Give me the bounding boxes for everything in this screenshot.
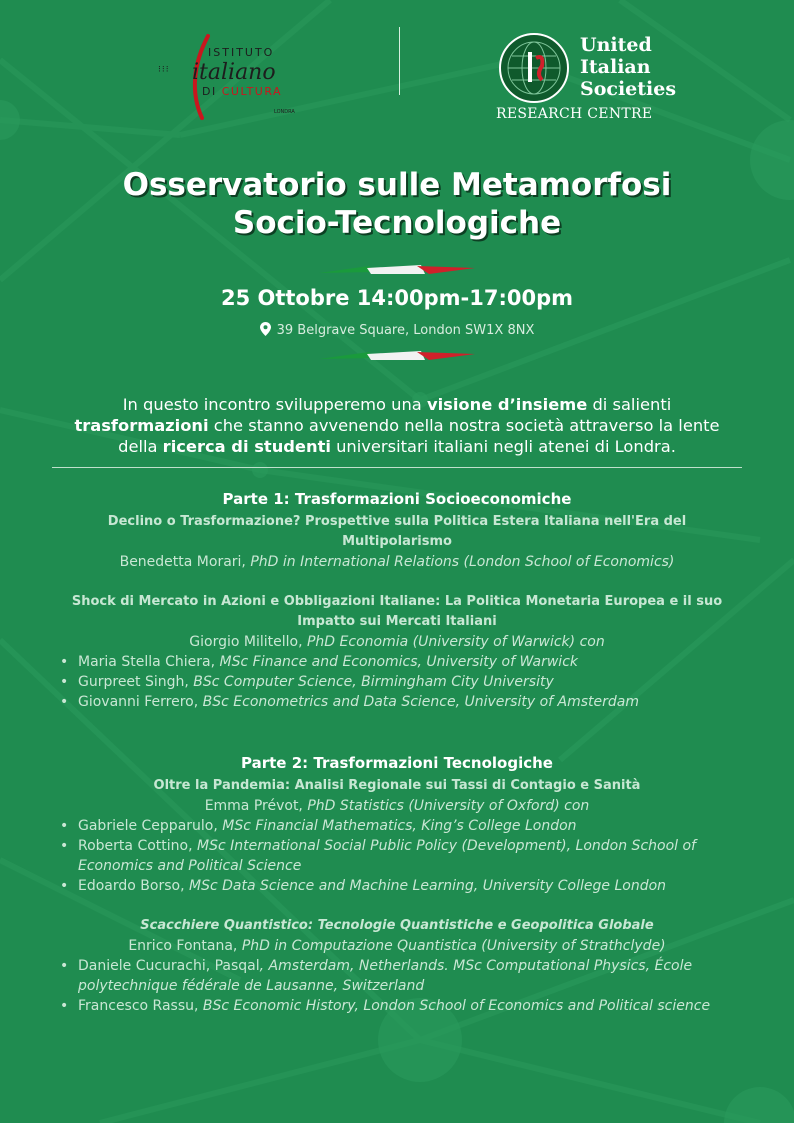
part2-talk1-title: Oltre la Pandemia: Analisi Regionale sui Tassi di Contagio e Sanità	[153, 778, 641, 793]
list-item: • Francesco Rassu, BSc Economic History, London School of Economics and Political science	[60, 996, 750, 1016]
uis-subtitle: RESEARCH CENTRE	[496, 106, 653, 122]
part2-heading: Parte 2: Trasformazioni Tecnologiche	[241, 754, 553, 772]
iic-text-line4: LONDRA	[274, 109, 295, 115]
part1-talk2-title: Shock di Mercato in Azioni e Obbligazioni Italiane: La Politica Monetaria Europea e il suo Impatto sui Mercati Italiani	[71, 594, 723, 629]
italian-flag-stroke-icon-2	[317, 348, 477, 364]
intro-paragraph: In questo incontro svilupperemo una visione d’insieme di salienti trasformazioni che stanno avvenendo nella nostra società attraverso la lente della ricerca di studenti universitari italiani negli atenei di Londra.	[74, 395, 720, 456]
uis-globe-icon	[498, 32, 570, 104]
part1-talk1-title: Declino o Trasformazione? Prospettive sulla Politica Estera Italiana nell'Era del Multipolarismo	[107, 514, 687, 549]
iic-dots-icon: ⁝⁝⁝	[158, 65, 170, 75]
list-item: • Gabriele Cepparulo, MSc Financial Mathematics, King’s College London	[60, 816, 750, 836]
part1-talk1-speaker: Benedetta Morari, PhD in International Relations (London School of Economics)	[119, 554, 675, 570]
list-item: • Giovanni Ferrero, BSc Econometrics and Data Science, University of Amsterdam	[60, 692, 750, 712]
list-item: • Daniele Cucurachi, Pasqal, Amsterdam, Netherlands. MSc Computational Physics, École polytechnique fédérale de Lausanne, Switzerland	[60, 956, 750, 996]
logo-divider	[399, 27, 400, 95]
uis-logo	[496, 30, 686, 130]
list-item: • Gurpreet Singh, BSc Computer Science, Birmingham City University	[60, 672, 750, 692]
page-title: Osservatorio sulle Metamorfosi Socio-Tecnologiche	[122, 167, 672, 241]
section-divider	[52, 467, 742, 468]
iic-text-line2: italiano	[192, 60, 276, 85]
iic-logo	[150, 30, 310, 120]
location-pin-icon	[260, 322, 271, 336]
part1-talk2-coauthors	[60, 652, 750, 712]
event-date: 25 Ottobre 14:00pm-17:00pm	[220, 286, 574, 310]
part2-talk1-speaker: Emma Prévot, PhD Statistics (University of Oxford) con	[204, 798, 590, 814]
part2-talk2-speaker: Enrico Fontana, PhD in Computazione Quantistica (University of Strathclyde)	[128, 938, 666, 954]
uis-name: United Italian Societies	[580, 34, 677, 100]
part1-heading: Parte 1: Trasformazioni Socioeconomiche	[222, 490, 572, 508]
part2-talk2-coauthors	[60, 956, 750, 1016]
list-item: • Roberta Cottino, MSc International Social Public Policy (Development), London School of Economics and Political Science	[60, 836, 750, 876]
part2-talk2-title: Scacchiere Quantistico: Tecnologie Quantistiche e Geopolitica Globale	[140, 918, 654, 933]
italian-flag-stroke-icon	[317, 262, 477, 278]
iic-text-line1: ISTITUTO	[208, 46, 275, 59]
list-item: • Maria Stella Chiera, MSc Finance and Economics, University of Warwick	[60, 652, 750, 672]
iic-text-line3: DI CULTURA	[202, 85, 283, 98]
list-item: • Edoardo Borso, MSc Data Science and Machine Learning, University College London	[60, 876, 750, 896]
event-address: 39 Belgrave Square, London SW1X 8NX	[0, 322, 794, 338]
part2-talk1-coauthors	[60, 816, 750, 896]
part1-talk2-speaker: Giorgio Militello, PhD Economia (University of Warwick) con	[189, 634, 605, 650]
